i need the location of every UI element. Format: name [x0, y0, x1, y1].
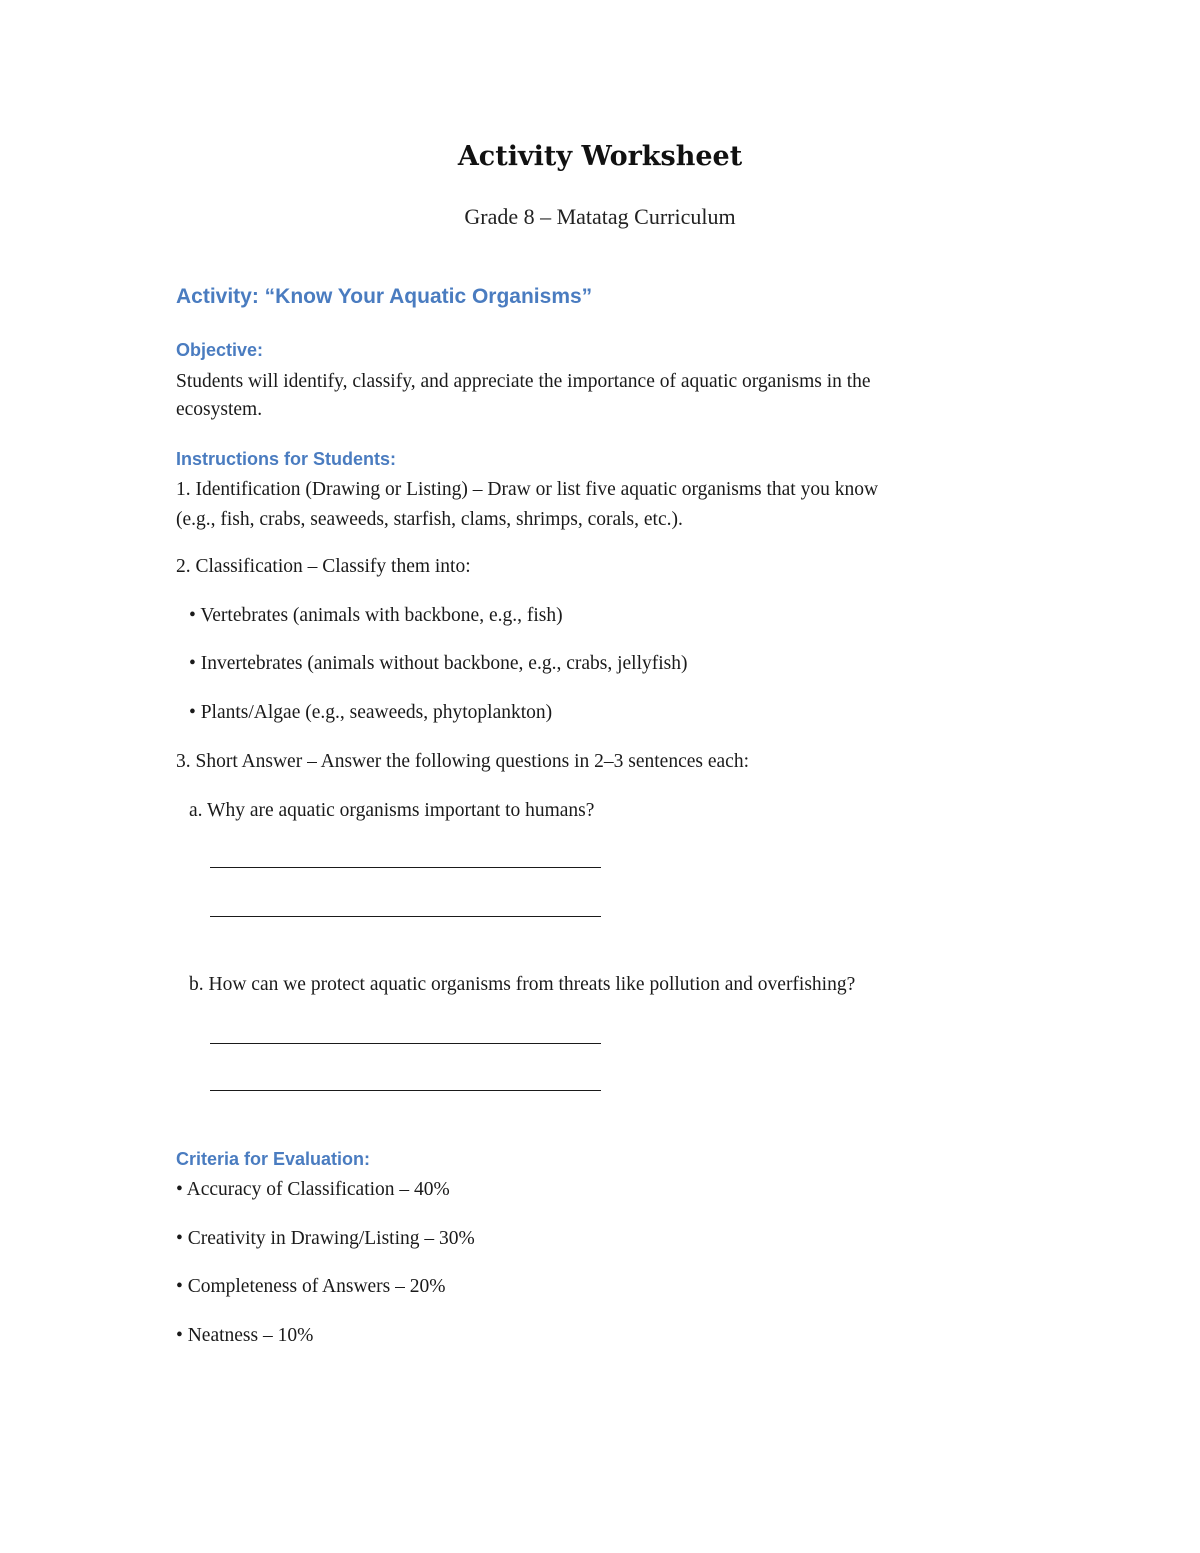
page-subtitle: Grade 8 – Matatag Curriculum — [464, 204, 736, 229]
instruction-2: 2. Classification – Classify them into: — [176, 556, 471, 577]
criteria-heading: Criteria for Evaluation: — [176, 1149, 371, 1169]
instructions-heading: Instructions for Students: — [176, 449, 396, 469]
category-invertebrates: • Invertebrates (animals without backbone, e.g., crabs, jellyfish) — [189, 653, 688, 674]
category-vertebrates: • Vertebrates (animals with backbone, e.g., fish) — [189, 605, 563, 626]
criteria-item-completeness: • Completeness of Answers – 20% — [176, 1276, 446, 1297]
page-title: Activity Worksheet — [457, 141, 743, 172]
objective-heading: Objective: — [176, 340, 264, 360]
answer-line-a-1[interactable] — [210, 867, 601, 868]
activity-heading: Activity: “Know Your Aquatic Organisms” — [176, 285, 593, 308]
instruction-3: 3. Short Answer – Answer the following questions in 2–3 sentences each: — [176, 751, 749, 772]
question-a: a. Why are aquatic organisms important to humans? — [189, 800, 595, 821]
criteria-item-accuracy: • Accuracy of Classification – 40% — [176, 1179, 450, 1200]
answer-line-b-2[interactable] — [210, 1090, 601, 1091]
instruction-1-line-2: (e.g., fish, crabs, seaweeds, starfish, clams, shrimps, corals, etc.). — [176, 509, 683, 530]
objective-text-line-1: Students will identify, classify, and appreciate the importance of aquatic organisms in the — [176, 371, 871, 392]
objective-text-line-2: ecosystem. — [176, 399, 263, 420]
instruction-1-line-1: 1. Identification (Drawing or Listing) – Draw or list five aquatic organisms that you know — [176, 479, 879, 500]
criteria-item-creativity: • Creativity in Drawing/Listing – 30% — [176, 1228, 475, 1249]
criteria-item-neatness: • Neatness – 10% — [176, 1325, 314, 1346]
question-b: b. How can we protect aquatic organisms from threats like pollution and overfishing? — [189, 974, 856, 995]
category-plants-algae: • Plants/Algae (e.g., seaweeds, phytoplankton) — [189, 702, 553, 723]
answer-line-b-1[interactable] — [210, 1043, 601, 1044]
answer-line-a-2[interactable] — [210, 916, 601, 917]
